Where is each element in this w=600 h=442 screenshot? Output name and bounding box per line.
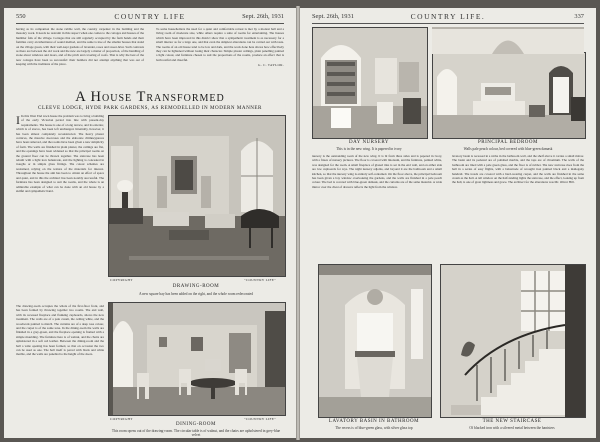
drawing-room-photo <box>108 115 286 277</box>
intro-right-text: To some householders the need for a quiet and comfortable retreat is met by a modest hall and a living room of moderate size, while others require a suite of rooms for entertaining. The houses which have been improved in this district show that a sympathetic treatment is as necessary for a small interior as for a large one, and that even the simplest alterations can be carried out with taste. The rooms of an old house tend to be low and dark, and the work done here shows how effectively they can be lightened without losing their character. Simple plaster ceilings, plain panelling painted a light colour, and furniture chosen to suit the proportions of the rooms, produce an effect that is both restful and cheerful. <box>156 27 284 62</box>
right-page-number: 337 <box>574 13 584 20</box>
day-nursery-caption: This is in the new wing. It is papered in ivory <box>336 147 402 151</box>
left-page-number: 550 <box>16 13 26 20</box>
drawing-room-title: DRAWING-ROOM <box>172 284 220 289</box>
lavatory-basin-caption: The recess is of blue-green glass, with silver glass top <box>335 426 413 430</box>
article-side-column <box>16 304 104 424</box>
dining-room-caption: This room opens out of the drawing-room. The circular table is of walnut, and the chairs are upholstered in grey-blue velvet <box>111 429 281 437</box>
lavatory-basin-title: LAVATORY BASIN IN BATHROOM <box>328 419 420 424</box>
dining-room-photo <box>108 302 286 416</box>
drop-cap: I <box>16 114 20 127</box>
article-side-text: The drawing-room occupies the whole of the first-floor front, and has been formed by throwing together two rooms. The end wall, with its recessed fireplace and flanking cupboards, shows the new treatment. The walls are of a pale cream, the ceiling white, and the woodwork painted to match. The curtains are of a deep rose colour, and the carpet is of the same tone. In the dining-room the walls are finished in a grey-green, and the fireplace opening is framed with a simple moulding. The furniture here is of walnut, and the chairs are upholstered in a soft red leather. Between the dining-room and the hall a wide opening has been formed, so that on occasion the two can be used as one. The hall itself is paved with black and white marble, and the walls are panelled to the height of the doors. <box>16 304 104 357</box>
drawing-room-credit-left: COPYRIGHT <box>110 278 133 282</box>
right-page-date: Sept. 26th, 1931 <box>312 13 354 20</box>
dining-room-credit-left: COPYRIGHT <box>110 417 133 421</box>
left-page-date: Sept. 26th, 1931 <box>242 13 284 20</box>
left-running-head <box>16 13 284 23</box>
new-staircase-caption: Of blacked iron with a silvered metal between the banisters <box>469 426 555 430</box>
drawing-room-caption: A new square bay has been added on the right, and the whole room redecorated <box>138 292 254 296</box>
right-text-right: lavatory basin is recessed in a niche in the bathroom wall, and the shelf above it carries a small mirror. The basin and its pedestal are of polished marble, and the taps are of chromium. The walls of the bathroom are lined with a pale green glass, and the floor is of rubber. The new staircase rises from the hall in a series of easy flights, with a balustrade of wrought iron painted black and a mahogany handrail. The treads are covered with a hard-wearing carpet, and the walls are finished in the same cream as the hall. A tall window on the half-landing lights the staircase, and the effect, looking up from the hall, is one of great lightness and grace. The architect for the alterations was Mr. Oliver Hill. <box>452 154 584 185</box>
article-body-content: In this West End town house the problem was to bring a building of the early Victorian period into line with present-day requirements. The house is one of a long terrace, and its exterior, which is of stucco, has been left unchanged. Internally, however, it has been almost completely reconstructed. The heavy plaster cornices, the massive doorcases and the elaborate chimneypieces have been removed, and the rooms have been given a new simplicity of form. The walls are finished in plain plaster, the ceilings are flat, and the openings have been widened so that the principal rooms on the ground floor can be thrown together. The staircase has been rebuilt with a light iron balustrade, and the lighting is concealed in troughs or in simple glass fittings. The colour schemes are restrained, relying on the texture of the materials for interest. Throughout the house the aim has been to obtain an effect of space and quiet, and in this the architect has been notably successful. The furniture has been designed to suit the rooms, and the whole is an admirable example of what can be done with an old house by a skilful and sympathetic hand. <box>16 114 104 193</box>
lavatory-basin-photo <box>318 264 432 418</box>
right-text-left: nursery is the outstanding room of the new wing. It is lit from three sides and is papered in ivory, with a frieze of nursery pictures. The floor is covered with linoleum, and the furniture, painted white, was designed for the room. A small fireplace of glazed tiles is set in the end wall, and on either side are low cupboards for toys. The night nursery adjoins, and beyond it are the bathroom and a small kitchen, so that the nursery wing is entirely self-contained. On the floor above, the principal bedroom has been given a bay window overlooking the gardens, and the walls are finished in a pale peach colour. The bed is covered with blue-green damask, and the curtains are of the same material. A wide mirror over the chest of drawers reflects the light from the window. <box>312 154 442 189</box>
dining-room-credit-right: "COUNTRY LIFE" <box>244 417 276 421</box>
article-body-column <box>16 114 104 304</box>
dining-room-title: DINING-ROOM <box>176 422 216 427</box>
right-running-head <box>312 13 584 23</box>
right-page <box>300 8 596 438</box>
right-running-title: COUNTRY LIFE. <box>410 12 486 21</box>
intro-column-right <box>156 27 284 85</box>
left-page <box>4 8 296 438</box>
left-head-rule <box>16 23 284 24</box>
article-title: A House Transformed <box>75 89 225 105</box>
left-running-title: COUNTRY LIFE <box>114 12 186 21</box>
drawing-room-credit-right: "COUNTRY LIFE" <box>244 278 276 282</box>
article-subtitle: CLEEVE LODGE, HYDE PARK GARDENS, AS REMODELLED IN MODERN MANNER <box>38 105 262 111</box>
intro-left-text: having as its companion the stone rubble wall, the country carpenter in the building and the masonry work. It needs no restraint in this respect when one comes to the cottages and houses of the humbler folk of the village. Cottages that are still regularly occupied by the farm hands and their families carry an inheritance of sound method, and the same is true of the smaller houses that stand on the village green, with their well-kept gardens of lavender, roses and sweet-briar. Such contrasts as there are between the old work and the new are largely a matter of proportion, of the handling of stone about windows and doors, and of the pitch and covering of roofs. That is why the best of the new cottages have been so successful: their builders did not attempt anything that was out of keeping with the traditions of the place. <box>16 27 144 67</box>
right-text-column-left <box>312 154 442 260</box>
article-body-text <box>16 114 104 193</box>
new-staircase-title: THE NEW STAIRCASE <box>482 419 542 424</box>
intro-signature: G. C. TAYLOR. <box>258 63 284 68</box>
right-text-column-right <box>452 154 584 260</box>
day-nursery-title: DAY NURSERY <box>349 140 389 145</box>
bedroom-photo-top-window <box>432 27 584 54</box>
intro-column-left <box>16 27 144 85</box>
day-nursery-photo <box>312 27 428 139</box>
new-staircase-photo <box>440 264 586 418</box>
principal-bedroom-title: PRINCIPAL BEDROOM <box>478 140 538 145</box>
principal-bedroom-caption: Walls pale peach colour, bed covered with blue-green damask <box>463 147 553 151</box>
right-head-rule <box>312 23 584 24</box>
principal-bedroom-photo <box>432 52 586 139</box>
